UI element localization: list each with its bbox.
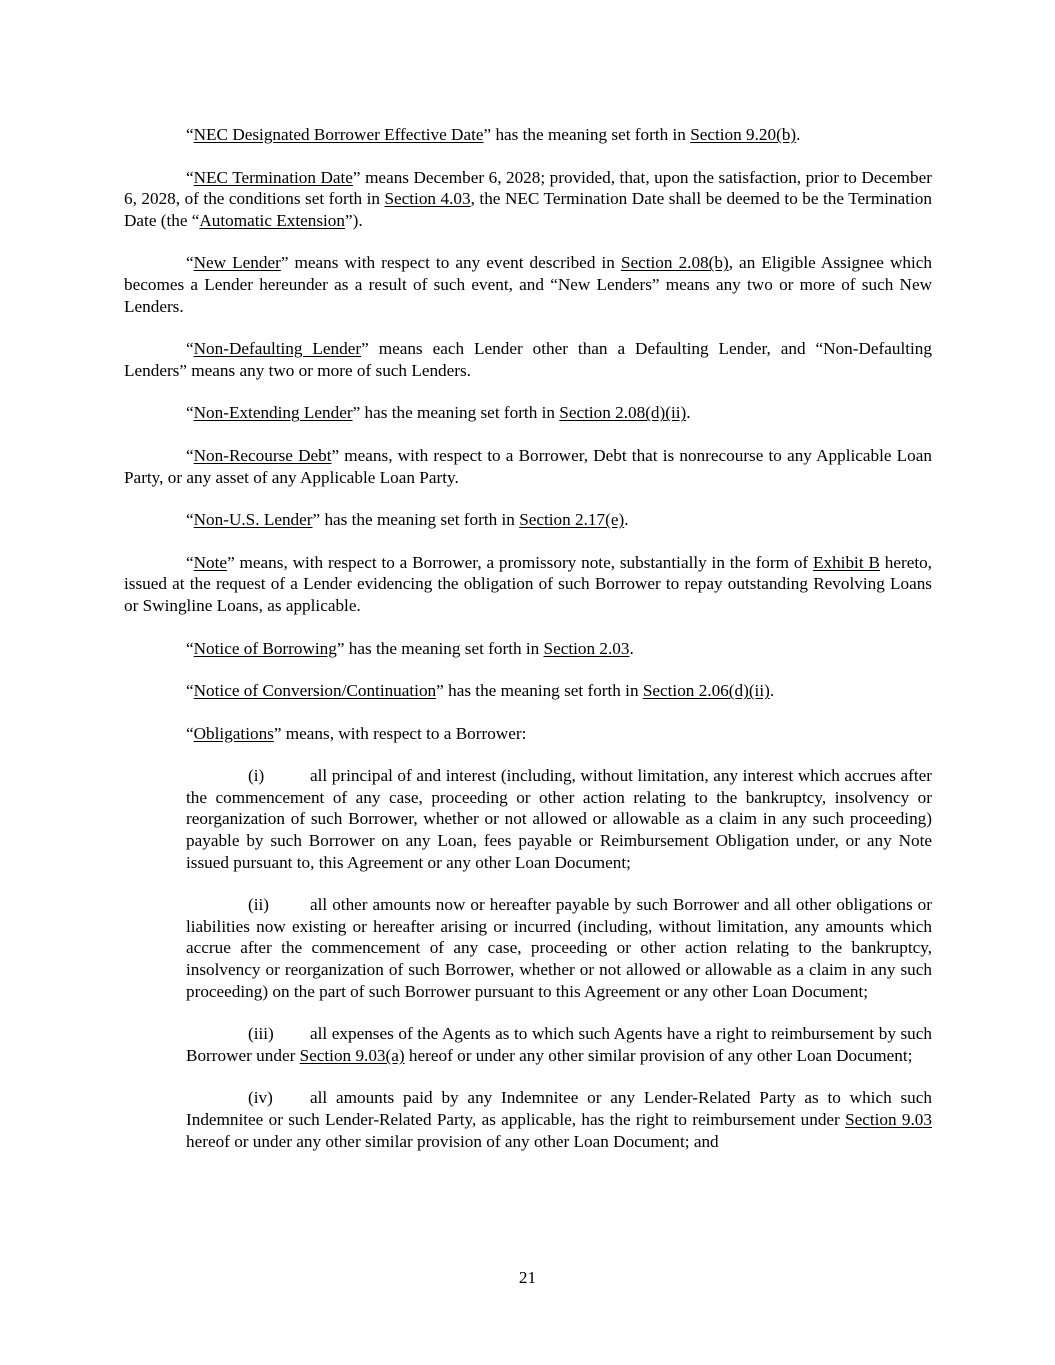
defined-term: New Lender [193,253,281,273]
defined-term: Non-Extending Lender [193,403,353,423]
section-reference: Section 2.17(e) [519,510,625,530]
definition-non-extending-lender: “Non-Extending Lender” has the meaning set forth in Section 2.08(d)(ii). [186,403,691,423]
obligations-clause-i: (i) all principal of and interest (including, without limitation, any interest which accrues after the commencement of any case, proceeding or other action relating to the bankruptcy, insolvency or reorganization of such Borrower, whether or not allowed or allowable as a claim in any such proceeding) payable by such Borrower on any Loan, fees payable or Reimbursement Obligation under, or any Note issued pursuant to, this Agreement or any other Loan Document; [186,766,932,872]
clause-number: (iii) [248,1024,274,1044]
defined-term: Non-Recourse Debt [193,445,332,465]
section-reference: Section 4.03 [384,189,471,209]
defined-term: NEC Designated Borrower Effective Date [193,125,484,144]
defined-term: Obligations [193,723,274,743]
definition-obligations: “Obligations” means, with respect to a Borrower: [186,723,527,743]
definition-nec-termination-date: “NEC Termination Date” means December 6, 2028; provided, that, upon the satisfaction, prior to December 6, 2028, of the conditions set forth in Section 4.03, the NEC Termination Date shall be deemed to be the Termination Date (the “Automatic Extension”). [124,167,932,230]
clause-number: (iv) [248,1088,273,1108]
definition-nec-designated-borrower-effective-date: “NEC Designated Borrower Effective Date” has the meaning set forth in Section 9.20(b). [186,125,801,144]
definition-notice-of-conversion-continuation: “Notice of Conversion/Continuation” has the meaning set forth in Section 2.06(d)(ii). [186,681,775,701]
definition-notice-of-borrowing: “Notice of Borrowing” has the meaning set forth in Section 2.03. [186,638,634,658]
section-reference: Section 9.03(a) [299,1045,405,1065]
defined-term: NEC Termination Date [193,167,353,187]
obligations-clause-iv: (iv) all amounts paid by any Indemnitee or any Lender-Related Party as to which such Indemnitee or such Lender-Related Party, as applicable, has the right to reimbursement under Section 9.03 hereof or under any other similar provision of any other Loan Document; and [186,1088,932,1151]
definition-non-defaulting-lender: “Non-Defaulting Lender” means each Lender other than a Defaulting Lender, and “Non-Defaulting Lenders” means any two or more of such Lenders. [124,339,932,380]
section-reference: Section 2.08(b) [620,253,729,273]
defined-term: Notice of Conversion/Continuation [193,681,437,701]
exhibit-reference: Exhibit B [813,552,880,572]
section-reference: Section 2.06(d)(ii) [642,681,770,701]
definition-non-recourse-debt: “Non-Recourse Debt” means, with respect to a Borrower, Debt that is nonrecourse to any Applicable Loan Party, or any asset of any Applicable Loan Party. [124,445,932,487]
page-content [124,124,932,1173]
defined-term: Note [193,552,228,572]
defined-term: Non-Defaulting Lender [193,339,362,359]
defined-term: Notice of Borrowing [193,638,337,658]
definition-new-lender: “New Lender” means with respect to any event described in Section 2.08(b), an Eligible Assignee which becomes a Lender hereunder as a result of such event, and “New Lenders” means any two or more of such New Lenders. [124,253,932,316]
section-reference: Section 2.03 [543,638,630,658]
clause-number: (ii) [248,895,269,915]
page-number: 21 [518,1268,537,1287]
defined-term: Non-U.S. Lender [193,510,313,530]
section-reference: Section 9.20(b) [690,125,797,144]
obligations-clause-ii: (ii) all other amounts now or hereafter payable by such Borrower and all other obligations or liabilities now existing or hereafter arising or incurred (including, without limitation, any amounts which accrue after the commencement of any case, proceeding or other action relating to the bankruptcy, insolvency or reorganization of such Borrower, whether or not allowed or allowable as a claim in any such proceeding) on the part of such Borrower pursuant to this Agreement or any other Loan Document; [186,895,932,1001]
definition-note: “Note” means, with respect to a Borrower, a promissory note, substantially in the form of Exhibit B hereto, issued at the request of a Lender evidencing the obligation of such Borrower to repay outstanding Revolving Loans or Swingline Loans, as applicable. [124,552,932,615]
section-reference: Section 2.08(d)(ii) [559,403,687,423]
defined-term: Automatic Extension [199,210,345,230]
section-reference: Section 9.03 [845,1110,932,1129]
definition-non-us-lender: “Non-U.S. Lender” has the meaning set forth in Section 2.17(e). [186,510,629,530]
clause-number: (i) [248,766,265,786]
obligations-clause-iii: (iii) all expenses of the Agents as to which such Agents have a right to reimbursement by such Borrower under Section 9.03(a) hereof or under any other similar provision of any other Loan Document; [186,1024,932,1065]
